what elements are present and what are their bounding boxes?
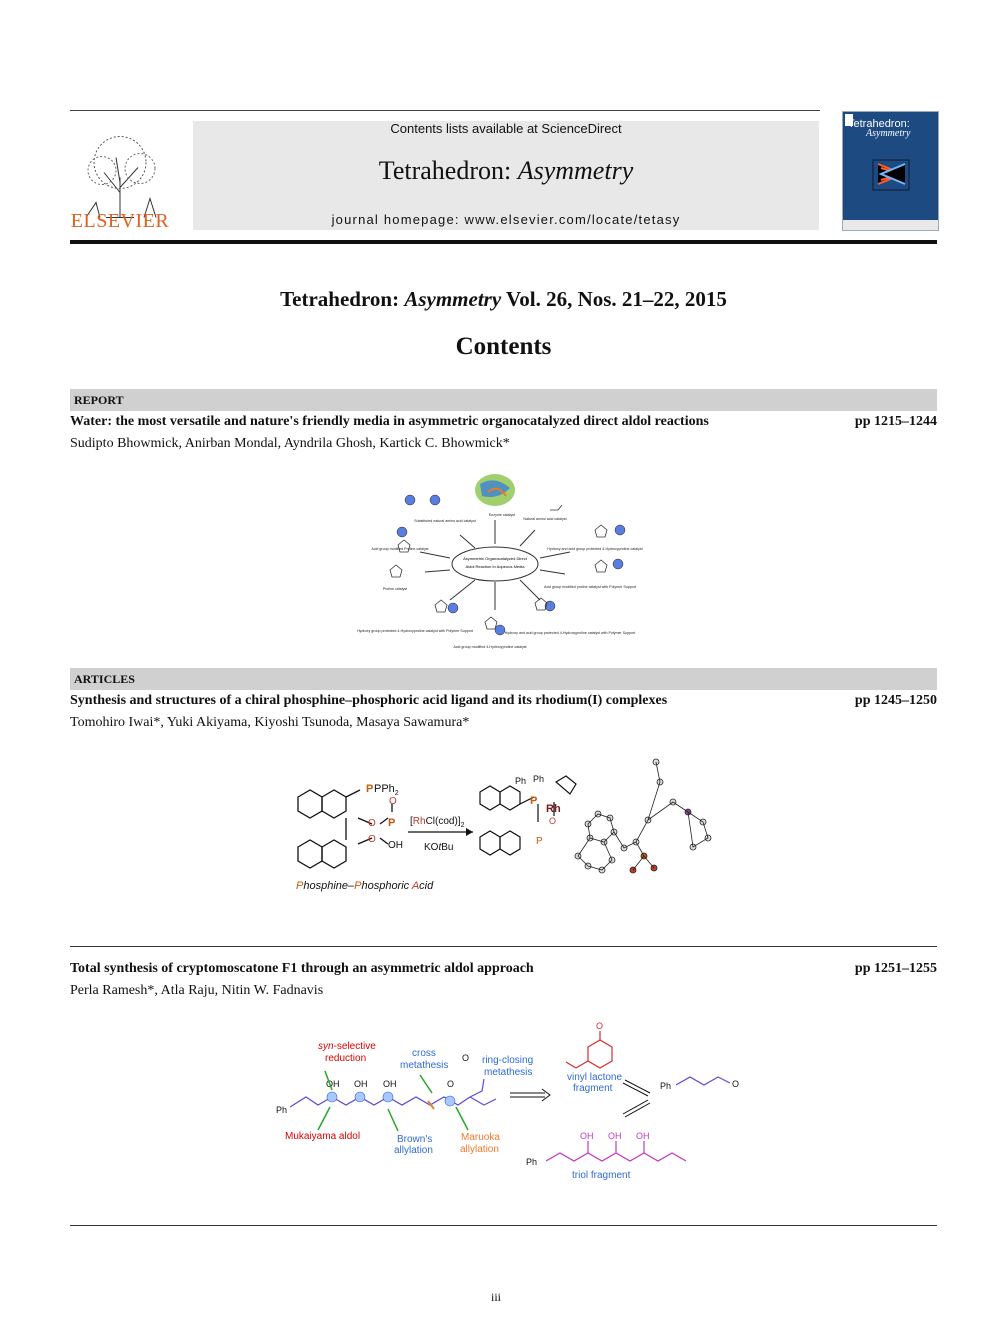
enzyme-structure-icon — [475, 474, 515, 506]
article-divider-1 — [70, 946, 937, 947]
publisher-wordmark[interactable]: ELSEVIER — [70, 210, 170, 232]
issue-title — [70, 287, 937, 312]
complex-o-label: O — [549, 816, 557, 826]
ga1-label-proline: Proline catalyst — [382, 587, 408, 591]
o-label-1: O — [368, 818, 376, 829]
triol-oh-1: OH — [580, 1131, 594, 1141]
ga1-label-hydroxy-acid-polymer: Hydroxy and acid group protected 4-Hydroxyproline catalyst with Polymer Support — [504, 631, 636, 635]
ph-label-main: Ph — [276, 1105, 288, 1115]
phosphoric-p-label: P — [388, 817, 396, 829]
ga1-label-substituted: Substituted natural amino acid catalyst — [414, 519, 476, 523]
report-section-bar — [70, 389, 937, 411]
browns-allylation-label: allylation — [394, 1145, 433, 1156]
rh-complex-skeleton — [480, 776, 576, 855]
cover-subtitle: Asymmetry — [866, 128, 911, 139]
cover-title: Tetrahedron: — [848, 118, 910, 130]
issue-title-italic: Asymmetry — [404, 287, 502, 311]
o-label-ring: O — [447, 1079, 455, 1089]
pph2-label: PPh — [374, 783, 395, 795]
maruoka-allylation-label: allylation — [460, 1144, 499, 1155]
reagent-1: $[RhCl(cod)]_2$ — [410, 816, 465, 829]
syn-selective-label: syn-selective — [318, 1041, 376, 1052]
o-label-2: O — [368, 834, 376, 845]
article-3-title[interactable]: Total synthesis of cryptomoscatone F1 through an asymmetric aldol approach — [70, 961, 534, 976]
oh-label-1: OH — [326, 1079, 340, 1089]
article-1-pages[interactable]: pp 1215–1244 — [854, 414, 937, 429]
binaphthyl-skeleton — [298, 790, 392, 868]
header-top-rule — [70, 110, 820, 111]
journal-title-plain: Tetrahedron: — [378, 156, 518, 185]
triol-fragment-structure — [546, 1141, 686, 1161]
browns-label: Brown's — [397, 1134, 433, 1145]
articles-section-label: ARTICLES — [74, 672, 135, 686]
ga1-label-natural: Natural amino acid catalyst — [523, 517, 567, 521]
ring-closing-metathesis-label: metathesis — [484, 1067, 533, 1078]
ga1-label-acid-polymer: Acid group modified proline catalyst with Polymer Support — [544, 585, 636, 589]
ga1-label-acid-hydroxyproline: Acid group modified 4-Hydroxyproline catalyst — [453, 645, 527, 649]
complex-p2-label: P — [536, 836, 543, 847]
stereocenter-markers — [327, 1092, 455, 1106]
journal-title-italic: Asymmetry — [517, 156, 634, 185]
article-2-title[interactable]: Synthesis and structures of a chiral phosphine–phosphoric acid ligand and its rhodium(I) complexes — [70, 693, 668, 708]
article-1-graphical-abstract[interactable] — [357, 470, 643, 655]
cross-metathesis-label: metathesis — [400, 1060, 449, 1071]
ga1-label-hydroxy-polymer: Hydroxy group protected 4-Hydroxyproline catalyst with Polymer Support — [357, 629, 473, 633]
vinyl-lactone-label: vinyl lactone — [567, 1072, 623, 1083]
report-section-label: REPORT — [74, 393, 124, 407]
triol-oh-2: OH — [608, 1131, 622, 1141]
header-thick-rule — [70, 240, 937, 244]
lactone-o-label: O — [596, 1021, 604, 1031]
oh-label: OH — [388, 840, 403, 851]
vinyl-lactone-structure — [566, 1031, 612, 1068]
ph-label-1: Ph — [515, 776, 527, 786]
article-1-title[interactable]: Water: the most versatile and nature's friendly media in asymmetric organocatalyzed direct aldol reactions — [70, 414, 709, 429]
reagent-2: KOtBu — [424, 842, 454, 853]
triol-fragment-label: triol fragment — [572, 1170, 631, 1181]
reduction-label: reduction — [325, 1053, 367, 1064]
ga1-center-line2: Aldol Reaction In Aqueous Media — [465, 564, 525, 569]
ga1-label-hydroxy-acid: Hydroxy and acid group protected 4-Hydroxyproline catalyst — [547, 547, 643, 551]
ga1-center-line1: Asymmetric Organocatalyzed Direct — [463, 556, 527, 561]
pph2-p-label: P — [366, 783, 374, 795]
reaction-arrowhead — [466, 828, 473, 836]
journal-title[interactable] — [193, 156, 819, 186]
cinnamaldehyde-structure — [676, 1077, 730, 1085]
complex-p-label: P — [530, 795, 538, 807]
pph2-sub: 2 — [394, 790, 399, 797]
svg-text:PPh2 — [374, 783, 399, 797]
article-3-pages[interactable]: pp 1251–1255 — [854, 961, 937, 976]
ph-label-2: Ph — [533, 774, 545, 784]
article-2-authors: Tomohiro Iwai*, Yuki Akiyama, Kiyoshi Tsunoda, Masaya Sawamura* — [70, 715, 470, 730]
ph-label-triol: Ph — [526, 1157, 538, 1167]
oh-label-2: OH — [354, 1079, 368, 1089]
issue-title-suffix: Vol. 26, Nos. 21–22, 2015 — [501, 287, 727, 311]
triol-oh-3: OH — [636, 1131, 650, 1141]
articles-section-bar — [70, 668, 937, 690]
article-divider-2 — [70, 1225, 937, 1226]
ga1-label-enzyme: Enzyme catalyst — [488, 513, 516, 517]
o-label-carbonyl: O — [462, 1053, 470, 1063]
oh-label-3: OH — [383, 1079, 397, 1089]
journal-homepage-link[interactable]: journal homepage: www.elsevier.com/locate/tetasy — [331, 212, 681, 227]
ring-closing-label: ring-closing — [482, 1055, 534, 1066]
vinyl-lactone-fragment-label: fragment — [573, 1083, 613, 1094]
aldehyde-o-label: O — [732, 1079, 740, 1089]
page-number: iii — [490, 1290, 501, 1304]
ph-label-aldehyde: Ph — [660, 1081, 672, 1091]
mukaiyama-aldol-label: Mukaiyama aldol — [285, 1131, 361, 1142]
ortep-crystal-structure — [575, 759, 711, 873]
contents-lists-link[interactable]: Contents lists available at ScienceDirect — [390, 121, 622, 136]
article-2-graphical-abstract[interactable] — [288, 752, 728, 902]
contents-heading: Contents — [455, 333, 552, 360]
complex-rh-label: Rh — [546, 803, 561, 815]
cross-label: cross — [412, 1048, 436, 1059]
maruoka-label: Maruoka — [461, 1132, 500, 1143]
po-oxygen-label: O — [389, 796, 397, 807]
article-3-authors: Perla Ramesh*, Atla Raju, Nitin W. Fadnavis — [70, 983, 324, 998]
article-1-authors: Sudipto Bhowmick, Anirban Mondal, Ayndrila Ghosh, Kartick C. Bhowmick* — [70, 436, 510, 451]
article-3-graphical-abstract[interactable] — [270, 1021, 740, 1185]
phosphine-phosphoric-acid-caption: Phosphine–Phosphoric Acid — [296, 880, 434, 892]
ga1-label-acid-proline: Acid group modified Proline catalyst — [371, 547, 429, 551]
issue-title-prefix: Tetrahedron: — [280, 287, 405, 311]
article-2-pages[interactable]: pp 1245–1250 — [854, 693, 937, 708]
